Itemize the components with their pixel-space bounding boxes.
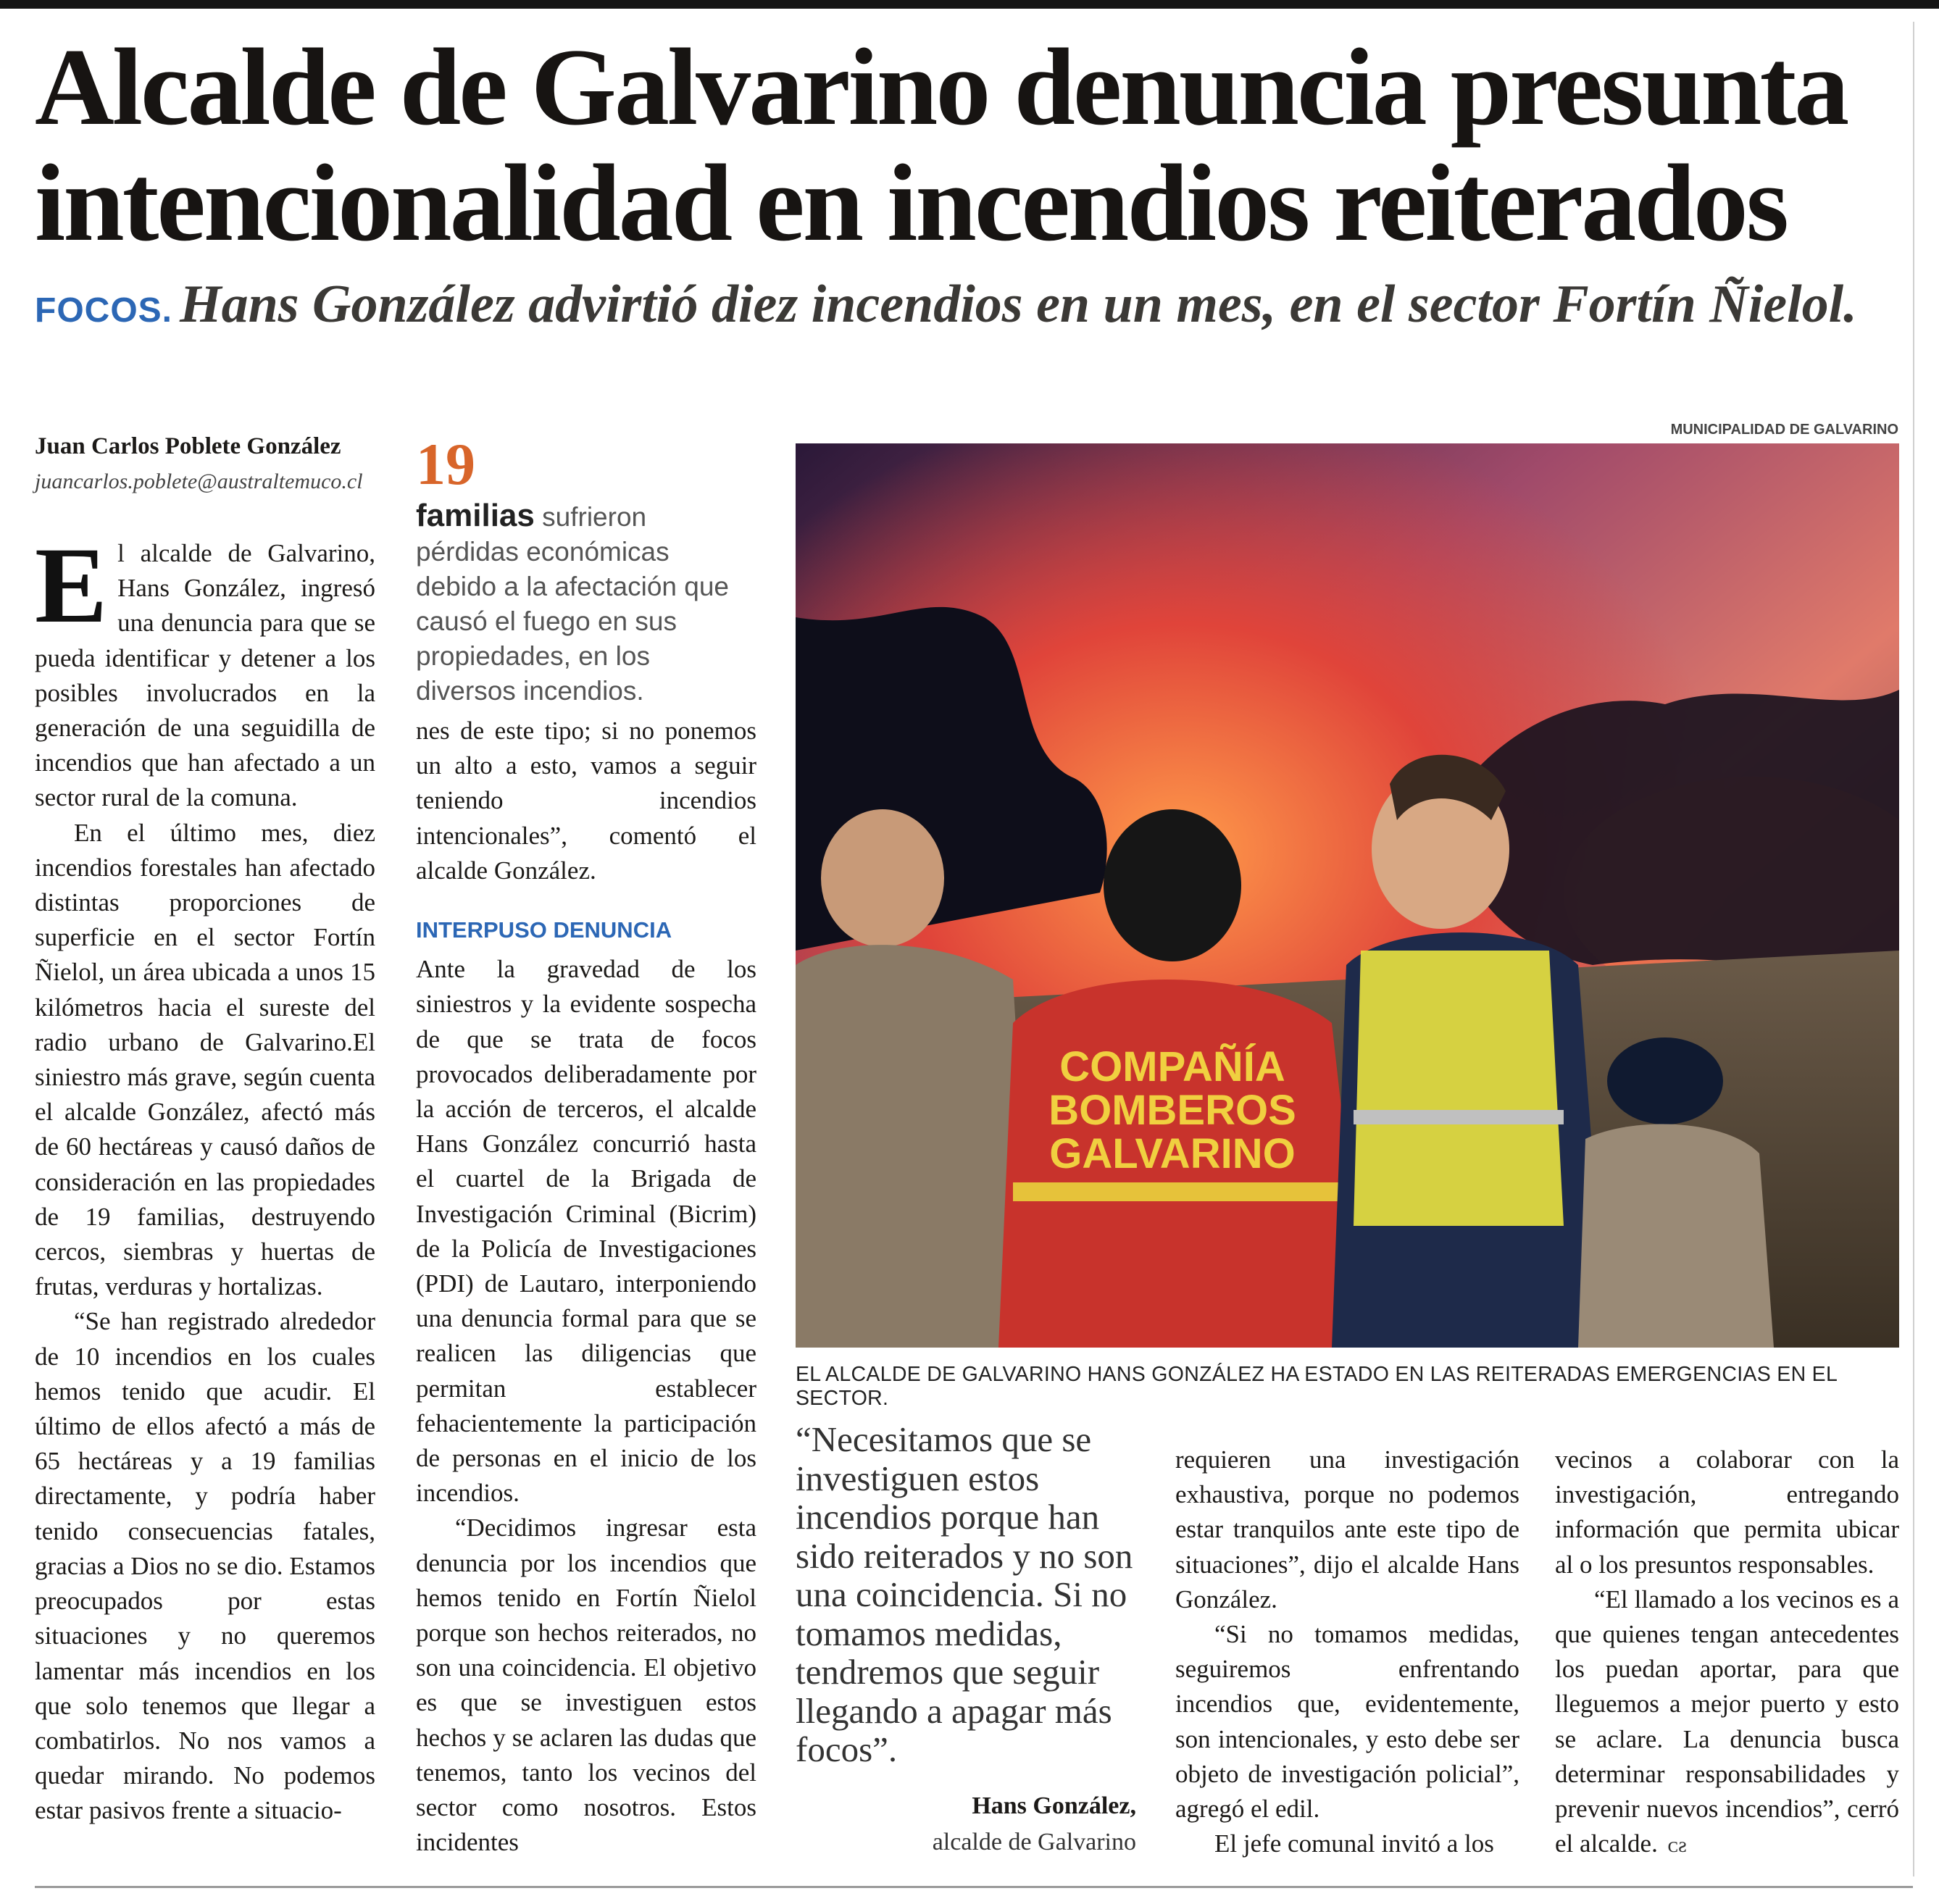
byline-email: juancarlos.poblete@australtemuco.cl	[35, 469, 363, 493]
deck	[35, 270, 1890, 346]
article-paragraph	[35, 525, 375, 816]
subheading: INTERPUSO DENUNCIA	[416, 917, 672, 943]
jacket-text-1: COMPAÑÍA	[1059, 1043, 1285, 1090]
stat-number: 19	[416, 431, 475, 497]
news-photo	[796, 443, 1899, 1348]
article-paragraph: En el último mes, diez incendios forestales han afectado distintas proporciones de superficie en el sector Fortín Ñielol, un área ubicada a unos 15 kilómetros hacia el sureste del radio urbano de Galvarino.El siniestro más grave, según cuenta el alcalde González, afectó más de 60 hectáreas y causó daños de consideración en las propiedades de 19 familias, destruyendo cercos, siembras y huertas de frutas, verduras y hortalizas.	[35, 818, 375, 1301]
article-paragraph: “Decidimos ingresar esta denuncia por los incendios que hemos tenido en Fortín Ñielol porque son hechos reiterados, no son una coincidencia. El objetivo es que se investiguen estos hechos y se aclaren las dudas que tenemos, tanto los vecinos del sector como nosotros. Estos incidentes	[416, 1513, 756, 1857]
article-paragraph: requieren una investigación exhaustiva, porque no podemos estar tranquilos ante este tipo de situaciones”, dijo el alcalde Hans González.	[1175, 1445, 1519, 1613]
headline: Alcalde de Galvarino denuncia presunta intencionalidad en incendios reiterados	[35, 26, 1848, 264]
stat-box	[416, 498, 756, 709]
paragraph-text: l alcalde de Galvarino, Hans González, ingresó una denuncia para que se pueda identificar y detener a los posibles involucrados en la generación de una seguidilla de incendios que han afectado a un sector rural de la comuna.	[35, 539, 375, 812]
deck-text: Hans González advirtió diez incendios en un mes, en el sector Fortín Ñielol.	[180, 275, 1857, 334]
deck-kicker: FOCOS.	[35, 291, 173, 330]
article-column-3	[1175, 1442, 1519, 1861]
article-paragraph: Ante la gravedad de los siniestros y la evidente sospecha de que se trata de focos provocados deliberadamente por la acción de terceros, el alcalde Hans González concurrió hasta el cuartel de la Brigada de Investigación Criminal (Bicrim) de la Policía de Investigaciones (PDI) de Lautaro, interponiendo una denuncia formal para que se realicen las diligencias que permitan establecer fehacientemente la participación de personas en el inicio de los incendios.	[416, 955, 756, 1508]
photo-caption: EL ALCALDE DE GALVARINO HANS GONZÁLEZ HA ESTADO EN LAS REITERADAS EMERGENCIAS EN EL SECTOR.	[796, 1363, 1838, 1410]
paragraph-text: “El llamado a los vecinos es a que quienes tengan antecedentes los puedan aportar, para que lleguemos a mejor puerto y esto se aclare. La denuncia busca determinar responsabilidades y prevenir nuevos incendios”, cerró el alcalde.	[1555, 1584, 1899, 1858]
article-column-2	[416, 714, 756, 1861]
top-rule	[0, 0, 1939, 9]
article-paragraph: vecinos a colaborar con la investigación, entregando información que permita ubicar al o los presuntos responsables.	[1555, 1445, 1899, 1579]
column-rule	[1913, 22, 1914, 1876]
quote-attribution-name: Hans González,	[972, 1792, 1136, 1819]
article-column-1	[35, 525, 375, 1829]
article-paragraph: nes de este tipo; si no ponemos un alto a esto, vamos a seguir teniendo incendios intencionales”, comentó el alcalde González.	[416, 717, 756, 885]
quote-attribution-role: alcalde de Galvarino	[932, 1829, 1136, 1855]
bottom-rule	[35, 1886, 1913, 1888]
article-column-4	[1555, 1442, 1899, 1863]
photo-illustration	[796, 443, 1899, 1348]
article-paragraph: “Si no tomamos medidas, seguiremos enfrentando incendios que, evidentemente, son intencionales, y esto debe ser objeto de investigación policial”, agregó el edil.	[1175, 1620, 1519, 1824]
jacket-text-3: GALVARINO	[1049, 1130, 1296, 1177]
stat-text: sufrieron pérdidas económicas debido a la afectación que causó el fuego en sus propiedades, en los diversos incendios.	[416, 502, 730, 706]
drop-cap: E	[35, 525, 108, 646]
article-paragraph	[1555, 1582, 1899, 1863]
article-paragraph: El jefe comunal invitó a los	[1214, 1829, 1494, 1858]
article-paragraph: “Se han registrado alrededor de 10 incendios en los cuales hemos tenido que acudir. El último de ellos afectó a más de 65 hectáreas y a 19 familias directamente, y podría haber tenido consecuencias fatales, gracias a Dios no se dio. Estamos preocupados por estas situaciones y no queremos lamentar más incendios en los que solo tenemos que llegar a combatirlos. No nos vamos a quedar mirando. No podemos estar pasivos frente a situacio-	[35, 1307, 375, 1825]
photo-credit: MUNICIPALIDAD DE GALVARINO	[1670, 422, 1898, 438]
pull-quote: “Necesitamos que se investiguen estos incendios porque han sido reiterados y no son una coincidencia. Si no tomamos medidas, tendremos que seguir llegando a apagar más focos”.	[796, 1419, 1133, 1769]
stat-strong: familias	[416, 498, 535, 533]
byline-name: Juan Carlos Poblete González	[35, 433, 341, 459]
jacket-text-2: BOMBEROS	[1048, 1087, 1296, 1134]
end-mark-icon: ᴄƨ	[1667, 1833, 1687, 1858]
